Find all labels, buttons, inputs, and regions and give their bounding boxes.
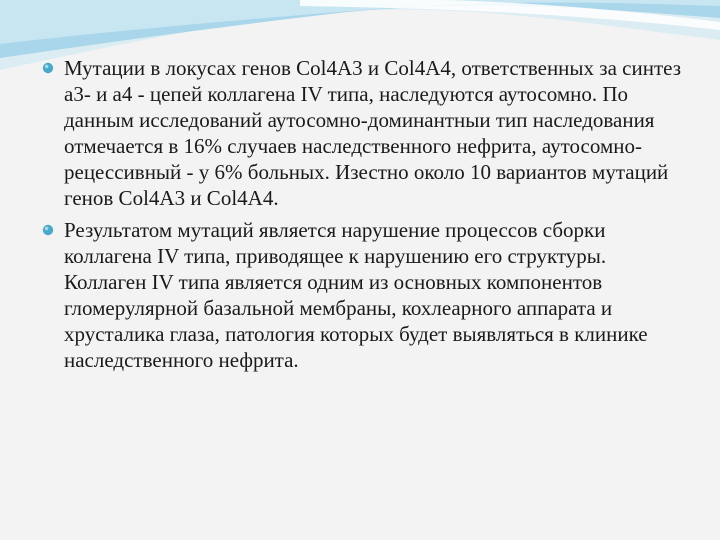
bullet-item [40,55,690,211]
slide-content [40,55,690,379]
bullet-text: Результатом мутаций является нарушение процессов сборки коллагена IV типа, приводящее к нарушению его структуры. Коллаген IV типа является одним из основных компонентов гломерулярной базальной мембраны, кохлеарного аппарата и хрусталика глаза, патология которых будет выявляться в клинике наследственного нефрита. [64,218,648,372]
bullet-item [40,217,690,373]
circle-bullet-icon [42,224,54,236]
circle-bullet-icon [42,62,54,74]
bullet-text: Мутации в локусах генов Col4A3 и Col4A4, ответственных за синтез а3- и а4 - цепей коллагена IV типа, наследуются аутосомно. По данным исследований аутосомно-доминантныи тип наследования отмечается в 16% случаев наследственного нефрита, аутосомно-рецессивный - у 6% больных. Изестно около 10 вариантов мутаций генов Col4A3 и Col4A4. [64,56,681,210]
